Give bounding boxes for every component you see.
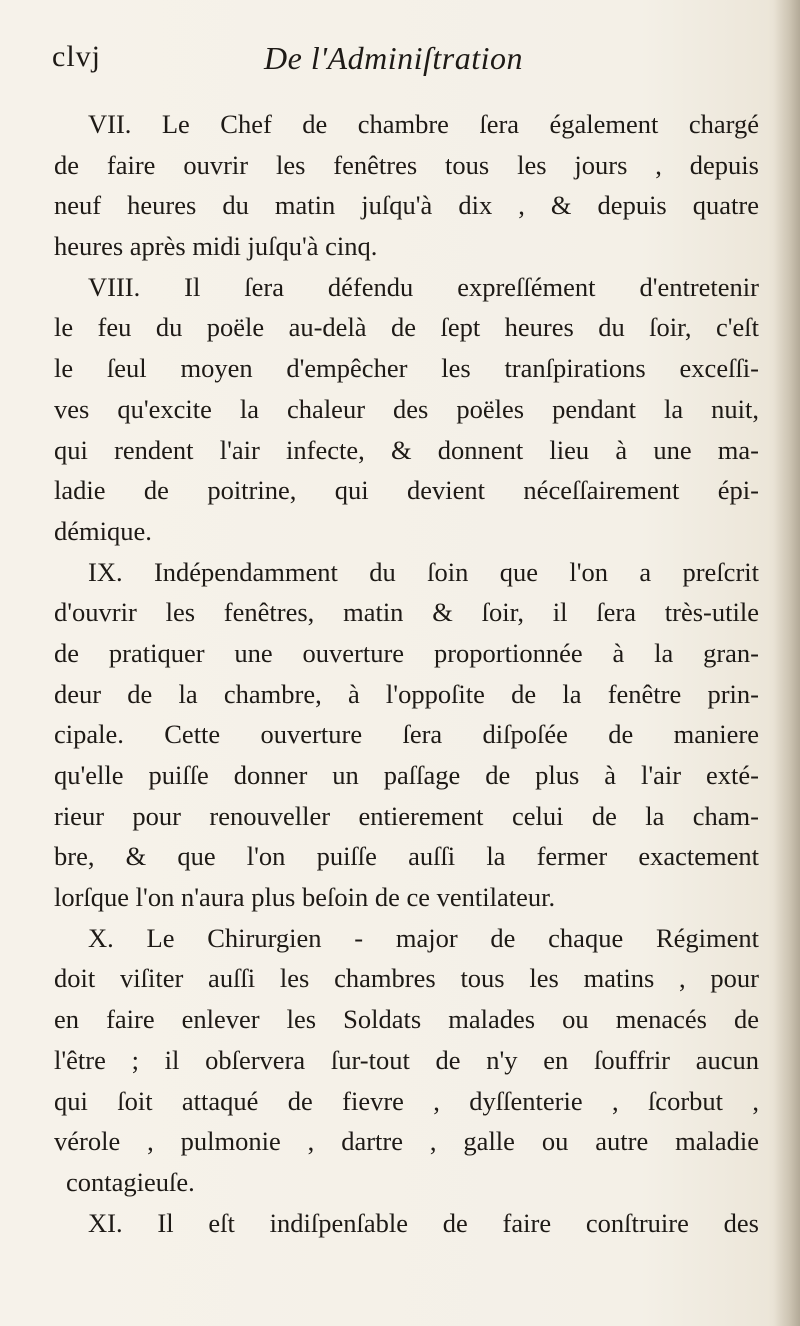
- text-line: cipale. Cette ouverture ſera diſpoſée de maniere: [54, 719, 759, 750]
- text-line: qui ſoit attaqué de fievre , dyſſenterie , ſcorbut ,: [54, 1085, 759, 1116]
- text-line: le ſeul moyen d'empêcher les tranſpirations exceſſi-: [54, 353, 759, 384]
- text-line: doit viſiter auſſi les chambres tous les matins , pour: [54, 963, 759, 994]
- page-number: clvj: [52, 40, 101, 73]
- text-line: démique.: [54, 515, 152, 546]
- text-line: ladie de poitrine, qui devient néceſſairement épi-: [54, 475, 759, 506]
- text-line: vérole , pulmonie , dartre , galle ou autre maladie: [54, 1126, 759, 1157]
- text-line: VII. Le Chef de chambre ſera également chargé: [88, 109, 759, 139]
- body-text: [54, 104, 759, 1243]
- text-line: d'ouvrir les fenêtres, matin & ſoir, il ſera très-utile: [54, 597, 759, 628]
- text-line: heures après midi juſqu'à cinq.: [54, 231, 378, 262]
- text-line: X. Le Chirurgien - major de chaque Régiment: [88, 922, 759, 953]
- page-edge-shadow: [774, 0, 800, 1326]
- text-line: de faire ouvrir les fenêtres tous les jours , depuis: [54, 149, 759, 180]
- text-line: contagieuſe.: [66, 1166, 195, 1197]
- text-line: neuf heures du matin juſqu'à dix , & depuis quatre: [54, 190, 759, 221]
- text-line: de pratiquer une ouverture proportionnée à la gran-: [54, 637, 759, 668]
- text-line: bre, & que l'on puiſſe auſſi la fermer exactement: [54, 841, 759, 872]
- text-line: XI. Il eſt indiſpenſable de faire conſtruire des: [88, 1207, 759, 1238]
- text-line: ves qu'excite la chaleur des poëles pendant la nuit,: [54, 393, 759, 424]
- text-line: l'être ; il obſervera ſur-tout de n'y en ſouffrir aucun: [54, 1044, 759, 1075]
- text-line: deur de la chambre, à l'oppoſite de la fenêtre prin-: [54, 678, 759, 709]
- page-header: [52, 40, 752, 100]
- text-line: qu'elle puiſſe donner un paſſage de plus à l'air exté-: [54, 760, 759, 790]
- text-line: lorſque l'on n'aura plus beſoin de ce ventilateur.: [54, 882, 556, 913]
- text-line: IX. Indépendamment du ſoin que l'on a preſcrit: [88, 556, 759, 587]
- running-title: De l'Adminiſtration: [264, 40, 523, 76]
- text-line: le feu du poële au-delà de ſept heures du ſoir, c'eſt: [54, 312, 759, 343]
- text-line: en faire enlever les Soldats malades ou menacés de: [54, 1004, 759, 1035]
- text-line: qui rendent l'air infecte, & donnent lieu à une ma-: [54, 434, 759, 465]
- text-line: rieur pour renouveller entierement celui de la cham-: [54, 800, 759, 831]
- text-line: VIII. Il ſera défendu expreſſément d'entretenir: [88, 271, 759, 302]
